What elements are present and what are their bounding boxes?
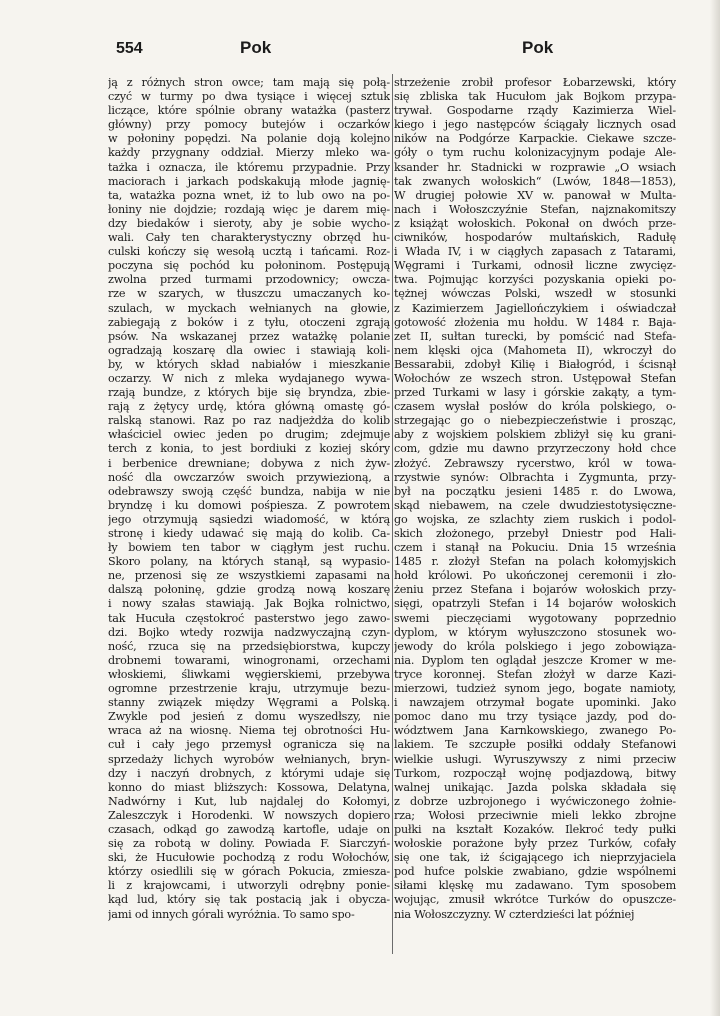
text-line: jewody do króla polskiego i jego zobowiąza- [394, 639, 676, 653]
text-line: czem i stanął na Pokuciu. Dnia 15 września [394, 541, 676, 555]
text-line: sprzedaży lichych wyrobów wełnianych, bryn- [108, 752, 390, 766]
text-line: czyć w turmy po dwa tysiące i więcej sztuk [108, 90, 390, 104]
text-line: złożyć. Zebrawszy rycerstwo, król w towa- [394, 456, 676, 470]
text-line: go wojska, ze szlachty ziem ruskich i podol- [394, 512, 676, 526]
text-line: łoniny nie dojdzie; rozdają więc je darem mię- [108, 202, 390, 216]
text-line: i Włada IV, i w ciągłych zapasach z Tatarami, [394, 245, 676, 259]
text-line: Bessarabii, zdobył Kilię i Białogród, i ścisnął [394, 357, 676, 371]
text-line: i nowy szałas stawiają. Jak Bojka rolnictwo, [108, 597, 390, 611]
text-line: jego otrzymują sąsiedzi wiadomość, w którą [108, 512, 390, 526]
text-line: 1485 r. złożył Stefan na polach kołomyjskich [394, 555, 676, 569]
text-line: ły bowiem ten tabor w ciągłym jest ruchu. [108, 541, 390, 555]
text-line: włoskiemi, śliwkami węgierskiemi, przebywa [108, 667, 390, 681]
text-line: strzegając go o niebezpieczeństwie i prosząc, [394, 414, 676, 428]
text-line: rzają bundze, z których bije się bryndza, zbie- [108, 386, 390, 400]
text-line: kiego i jego następców ściągały licznych osad [394, 118, 676, 132]
text-line: terch z konia, to jest bordiuki z koziej skóry [108, 442, 390, 456]
text-line: nia Wołoszczyzny. W czterdzieści lat później [394, 907, 635, 921]
text-line: ność, rzuca się na przedsiębiorstwa, kupczy [108, 639, 390, 653]
text-line: czasem wysłał posłów do króla polskiego, o- [394, 400, 676, 414]
text-line: skąd niebawem, na czele dwudziestotysięczne- [394, 498, 676, 512]
text-line: li z krajowcami, i utworzyli odrębny ponie- [108, 879, 390, 893]
text-line: ne, przenosi się ze wszystkiemi zapasami na [108, 569, 390, 583]
page-number: 554 [116, 40, 143, 57]
text-line: Nadwórny i Kut, lub najdalej do Kołomyi, [108, 794, 390, 808]
text-line: czasach, odkąd go zawodzą kartofle, udaje on [108, 822, 390, 836]
text-line: liczące, które spólnie obrany watażka (pasterz [108, 104, 390, 118]
text-line: w połoniny popędzi. Na polanie doją kolejno [108, 132, 390, 146]
text-line: i nawzajem otrzymał bogate upominki. Jako [394, 696, 676, 710]
text-line: nia. Dyplom ten oglądał jeszcze Kromer w me- [394, 653, 676, 667]
text-line: wojując, zmusił wkrótce Turków do opuszcze- [394, 893, 676, 907]
text-line: culski kończy się wesołą ucztą i tańcami. Roz- [108, 245, 390, 259]
text-line: Zaleszczyk i Horodenki. W nowszych dopiero [108, 808, 390, 822]
text-line: dzy biedaków i sieroty, aby je sobie wycho- [108, 216, 390, 230]
text-line: zabiegają z boków i z tyłu, otoczeni zgrają [108, 315, 390, 329]
text-line: walnej unikając. Jazda polska składała się [394, 780, 676, 794]
text-line: ność dla owczarzów swoich przywiezioną, a [108, 470, 390, 484]
running-headword-right: Pok [522, 38, 554, 57]
text-line: pomoc dano mu trzy tysiące jazdy, pod do- [394, 710, 676, 724]
text-line: stanny związek między Węgrami a Polską. [108, 696, 390, 710]
text-line: cuł i cały jego przemysł ogranicza się na [108, 738, 390, 752]
text-line: się za robotą w doliny. Powiada F. Siarczyń- [108, 837, 390, 851]
text-line: dyplom, w którym wyłuszczono stosunek wo- [394, 625, 676, 639]
text-line: tażka i oznacza, ile któremu przypadnie. Przy [108, 160, 390, 174]
text-line: dalszą połoninę, gdzie grodzą nową koszarę [108, 583, 390, 597]
text-line: się zbliska tak Hucułom jak Bojkom przypa- [394, 90, 676, 104]
text-line: maciorach i jarkach podskakują młode jagnię- [108, 174, 390, 188]
left-text-column [108, 76, 390, 956]
text-line: wali. Cały ten charakterystyczny obrzęd hu- [108, 231, 390, 245]
text-line: dzi. Bojko wtedy rozwija nadzwyczajną czyn- [108, 625, 390, 639]
text-line: z dobrze uzbrojonego i wyćwiczonego żołnie- [394, 794, 676, 808]
text-line: poczyna się pochód ku połoninom. Postępują [108, 259, 390, 273]
text-line: tak zwanych wołoskich“ (Lwów, 1848—1853), [394, 174, 676, 188]
text-line: góły o tym ruchu kolonizacyjnym podaje Ale- [394, 146, 676, 160]
text-line: szulach, w myckach wełnianych na głowie, [108, 301, 390, 315]
text-line: pod hufce polskie zwabiano, gdzie wspólnemi [394, 865, 676, 879]
text-line: ogradzają koszarę dla owiec i stawiają koli- [108, 343, 390, 357]
text-line: ogromne przestrzenie kraju, utrzymuje bezu- [108, 682, 390, 696]
running-headword-left: Pok [240, 38, 272, 57]
text-line: wództwem Jana Karnkowskiego, zwanego Po- [394, 724, 676, 738]
text-line: rze w szarych, w tłuszczu umaczanych ko- [108, 287, 390, 301]
text-line: ciwników, hospodarów multańskich, Radułę [394, 231, 676, 245]
text-line: ralską stanowi. Raz po raz nadjeżdża do kolib [108, 414, 390, 428]
text-line: twa. Pojmując korzyści pozyskania opieki po- [394, 273, 676, 287]
column-divider [392, 74, 393, 954]
text-line: mierzowi, tudzież synom jego, bogate namioty, [394, 682, 676, 696]
page-header [0, 40, 720, 70]
text-line: pułki na kształt Kozaków. Ilekroć tedy pułki [394, 822, 676, 836]
text-line: bryndzę i ku domowi pośpiesza. Z powrotem [108, 498, 390, 512]
text-line: każdy przygnany oddział. Mierzy mleko wa- [108, 146, 390, 160]
text-line: dzy i naczyń drobnych, z którymi udaje się [108, 766, 390, 780]
text-line: stronę i kiedy udawać się mają do kolib. Ca- [108, 527, 390, 540]
text-line: lakiem. Te szczupłe posiłki oddały Stefanowi [394, 738, 676, 752]
text-line: kąd lud, który się tak postacią jak i obycza- [108, 893, 390, 907]
text-line: Zwykle pod jesień z domu wyszedłszy, nie [108, 710, 390, 724]
text-line: skich złożonego, przebył Dniestr pod Hali- [394, 527, 676, 540]
text-line: sięgi, opatrzyli Stefan i 14 bojarów wołoskich [394, 597, 676, 611]
text-line: aby z wojskiem polskiem zbliżył się ku grani- [394, 428, 676, 442]
text-line: rzystwie synów: Olbrachta i Zygmunta, przy- [394, 470, 676, 484]
text-line: rza; Wołosi przeciwnie mieli lekko zbrojne [394, 808, 676, 822]
text-line: przed Turkami w lasy i górskie zakąty, a tym- [394, 386, 676, 400]
right-text-column [394, 76, 676, 956]
text-line: nem klęski ojca (Mahometa II), wkroczył do [394, 343, 676, 357]
text-line: z Kazimierzem Jagiellończykiem i oświadczał [394, 301, 676, 315]
text-line: odebrawszy swoją część bundza, nabija w nie [108, 484, 390, 498]
text-line: wielkie usługi. Wyruszywszy z nimi przeciw [394, 752, 676, 766]
text-line: hołd królowi. Po ukończonej ceremonii i zło- [394, 569, 676, 583]
text-line: się one tak, iż ścigającego ich nieprzyjaciela [394, 851, 676, 865]
text-line: by, w których skład nabiałów i mieszkanie [108, 357, 390, 371]
text-line: wołoskie porażone były przez Turków, cofały [394, 837, 676, 851]
text-line: Wołochów ze wszech stron. Ustępował Stefan [394, 371, 676, 385]
text-line: i berbenice drewniane; dobywa z nich żyw- [108, 456, 390, 470]
text-line: siłami klęskę mu zadawano. Tym sposobem [394, 879, 676, 893]
text-line: strzeżenie zrobił profesor Łobarzewski, który [394, 76, 676, 89]
text-line: com, gdzie mu dawno przyrzeczony hołd chce [394, 442, 676, 456]
text-line: Skoro polany, na których stanął, są wypasio- [108, 555, 390, 569]
text-line: którzy osiedlili się w górach Pokucia, zmiesza- [108, 865, 390, 879]
text-line: zwolna przed turmami przodownicy; owcza- [108, 273, 390, 287]
text-line: ników na Podgórze Karpackie. Ciekawe szcze- [394, 132, 676, 146]
text-line: z książąt wołoskich. Pokonał on dwóch prze- [394, 216, 676, 230]
text-line: nach i Wołoszczyźnie Stefan, najznakomitszy [394, 202, 676, 216]
text-line: główny) przy pomocy butejów i oczarków [108, 118, 390, 132]
text-line: był na początku jesieni 1485 r. do Lwowa, [394, 484, 676, 498]
text-line: rają z żętycy urdę, która główną omastę gó- [108, 400, 390, 414]
scan-edge-shadow [710, 0, 720, 1016]
text-line: drobnemi towarami, winogronami, orzechami [108, 653, 390, 667]
text-line: tryce koronnej. Stefan złożył w darze Kazi- [394, 667, 676, 681]
text-line: Turkom, rozpoczął wojnę podjazdową, bitwy [394, 766, 676, 780]
text-line: Węgrami i Turkami, odnosił liczne zwycięz- [394, 259, 676, 273]
text-line: ski, że Hucułowie pochodzą z rodu Wołochów, [108, 851, 390, 865]
text-line: trywał. Gospodarne rządy Kazimierza Wiel- [394, 104, 676, 118]
text-line: jami od innych górali wyróżnia. To samo spo- [108, 907, 355, 921]
text-line: wraca aż na wiosnę. Niema tej obrotności Hu- [108, 724, 390, 738]
text-line: tężnej wówczas Polski, wszedł w stosunki [394, 287, 676, 301]
text-line: oczarzy. W nich z mleka wydajanego wywa- [108, 371, 390, 385]
text-line: ją z różnych stron owce; tam mają się połą- [108, 76, 390, 89]
text-line: W drugiej połowie XV w. panował w Multa- [394, 188, 676, 202]
text-line: ta, watażka pozna wnet, iż to lub owo na po- [108, 188, 390, 202]
text-line: psów. Na wskazanej przez watażkę polanie [108, 329, 390, 343]
text-line: ksander hr. Stadnicki w rozprawie „O wsiach [394, 160, 676, 174]
text-line: konno do miast bliższych: Kossowa, Delatyna, [108, 780, 390, 794]
text-line: zet II, sułtan turecki, by pomścić nad Stefa- [394, 329, 676, 343]
text-line: swemi pieczęciami wygotowany poprzednio [394, 611, 676, 625]
text-line: tak Hucuła częstokroć pasterstwo jego zawo- [108, 611, 390, 625]
text-line: gotowość złożenia mu hołdu. W 1484 r. Baja- [394, 315, 676, 329]
text-line: żeniu przez Stefana i bojarów wołoskich przy- [394, 583, 676, 597]
text-line: właściciel owiec jeden po drugim; zdejmuje [108, 428, 390, 442]
